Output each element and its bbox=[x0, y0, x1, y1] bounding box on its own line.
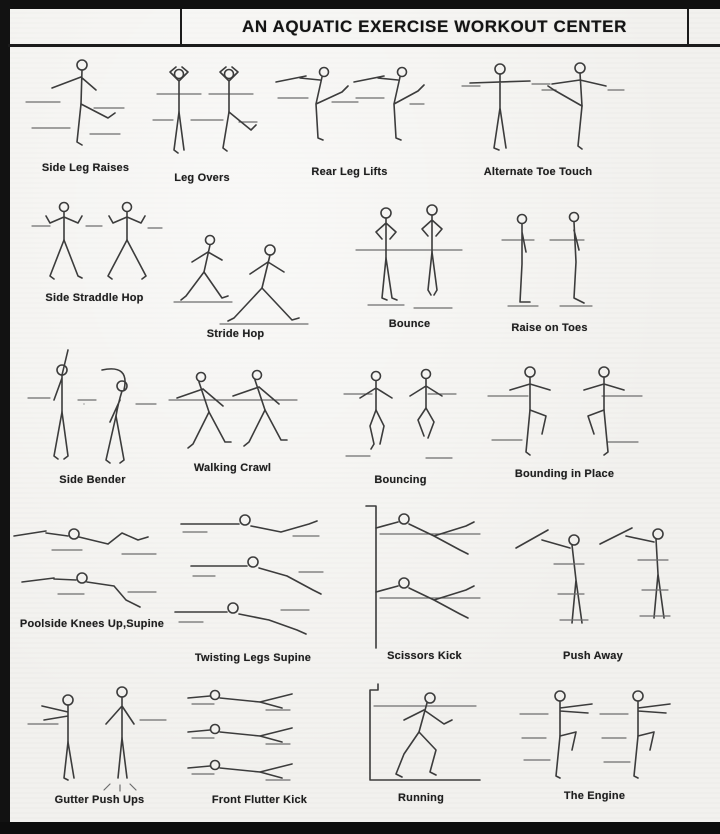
bounce-figure bbox=[352, 200, 467, 318]
exercise-label: Bounding in Place bbox=[514, 468, 615, 480]
exercise-cell-scissors-kick bbox=[362, 502, 487, 663]
exercise-cell-bounce bbox=[352, 200, 467, 331]
exercise-cell-bouncing bbox=[338, 364, 463, 487]
exercise-cell-twisting-legs-supine bbox=[163, 502, 343, 665]
exercise-cell-walking-crawl bbox=[165, 362, 300, 475]
poolside-knees-up-supine-figure bbox=[12, 506, 172, 618]
exercise-label: Twisting Legs Supine bbox=[194, 652, 312, 664]
exercise-label: Leg Overs bbox=[174, 172, 230, 184]
exercise-cell-gutter-push-ups bbox=[22, 680, 177, 807]
walking-crawl-figure bbox=[165, 362, 300, 462]
side-bender-figure bbox=[20, 346, 165, 474]
side-straddle-hop-figure bbox=[22, 196, 167, 292]
exercise-cell-raise-on-toes bbox=[492, 204, 607, 335]
running-figure bbox=[356, 678, 486, 792]
exercise-cell-leg-overs bbox=[143, 62, 261, 185]
the-engine-figure bbox=[512, 682, 677, 790]
exercise-label: Raise on Toes bbox=[511, 322, 588, 334]
exercise-cell-rear-leg-lifts bbox=[272, 56, 427, 179]
exercise-cell-the-engine bbox=[512, 682, 677, 803]
exercise-label: Side Straddle Hop bbox=[45, 292, 144, 304]
exercise-label: Walking Crawl bbox=[193, 462, 272, 474]
exercise-label: Gutter Push Ups bbox=[54, 794, 145, 806]
title-rule bbox=[8, 44, 720, 47]
gutter-push-ups-figure bbox=[22, 680, 177, 794]
title-box-right-edge bbox=[687, 9, 689, 45]
scissors-kick-figure bbox=[362, 502, 487, 650]
exercise-label: Front Flutter Kick bbox=[211, 794, 308, 806]
exercise-label: Rear Leg Lifts bbox=[311, 166, 388, 178]
exercise-cell-bounding-in-place bbox=[482, 360, 647, 481]
exercise-cell-poolside-knees-up-supine bbox=[12, 506, 172, 631]
leg-overs-figure bbox=[143, 62, 261, 172]
exercise-cell-side-leg-raises bbox=[18, 52, 153, 175]
exercise-label: Push Away bbox=[563, 650, 623, 662]
rear-leg-lifts-figure bbox=[272, 56, 427, 166]
exercise-label: Alternate Toe Touch bbox=[483, 166, 593, 178]
exercise-label: Scissors Kick bbox=[387, 650, 462, 662]
left-border bbox=[0, 0, 10, 834]
bottom-border bbox=[0, 822, 720, 834]
exercise-label: Side Leg Raises bbox=[41, 162, 130, 174]
raise-on-toes-figure bbox=[492, 204, 607, 322]
bouncing-figure bbox=[338, 364, 463, 474]
stride-hop-figure bbox=[158, 224, 313, 328]
exercise-cell-alternate-toe-touch bbox=[448, 56, 628, 179]
exercise-cell-side-straddle-hop bbox=[22, 196, 167, 305]
exercise-label: The Engine bbox=[563, 790, 626, 802]
exercise-cell-push-away bbox=[508, 518, 678, 663]
bounding-in-place-figure bbox=[482, 360, 647, 468]
exercise-label: Side Bender bbox=[59, 474, 126, 486]
exercise-label: Bouncing bbox=[374, 474, 427, 486]
alternate-toe-touch-figure bbox=[448, 56, 628, 166]
exercise-cell-running bbox=[356, 678, 486, 805]
exercise-label: Running bbox=[398, 792, 444, 804]
exercise-label: Stride Hop bbox=[206, 328, 265, 340]
side-leg-raises-figure bbox=[18, 52, 153, 162]
exercise-cell-front-flutter-kick bbox=[182, 682, 337, 807]
exercise-label: Bounce bbox=[388, 318, 431, 330]
exercise-label: Poolside Knees Up,Supine bbox=[19, 618, 165, 630]
top-border bbox=[0, 0, 720, 9]
twisting-legs-supine-figure bbox=[163, 502, 343, 652]
exercise-cell-side-bender bbox=[20, 346, 165, 487]
front-flutter-kick-figure bbox=[182, 682, 337, 794]
push-away-figure bbox=[508, 518, 678, 650]
poster-title: AN AQUATIC EXERCISE WORKOUT CENTER bbox=[242, 16, 627, 36]
exercise-cell-stride-hop bbox=[158, 224, 313, 341]
